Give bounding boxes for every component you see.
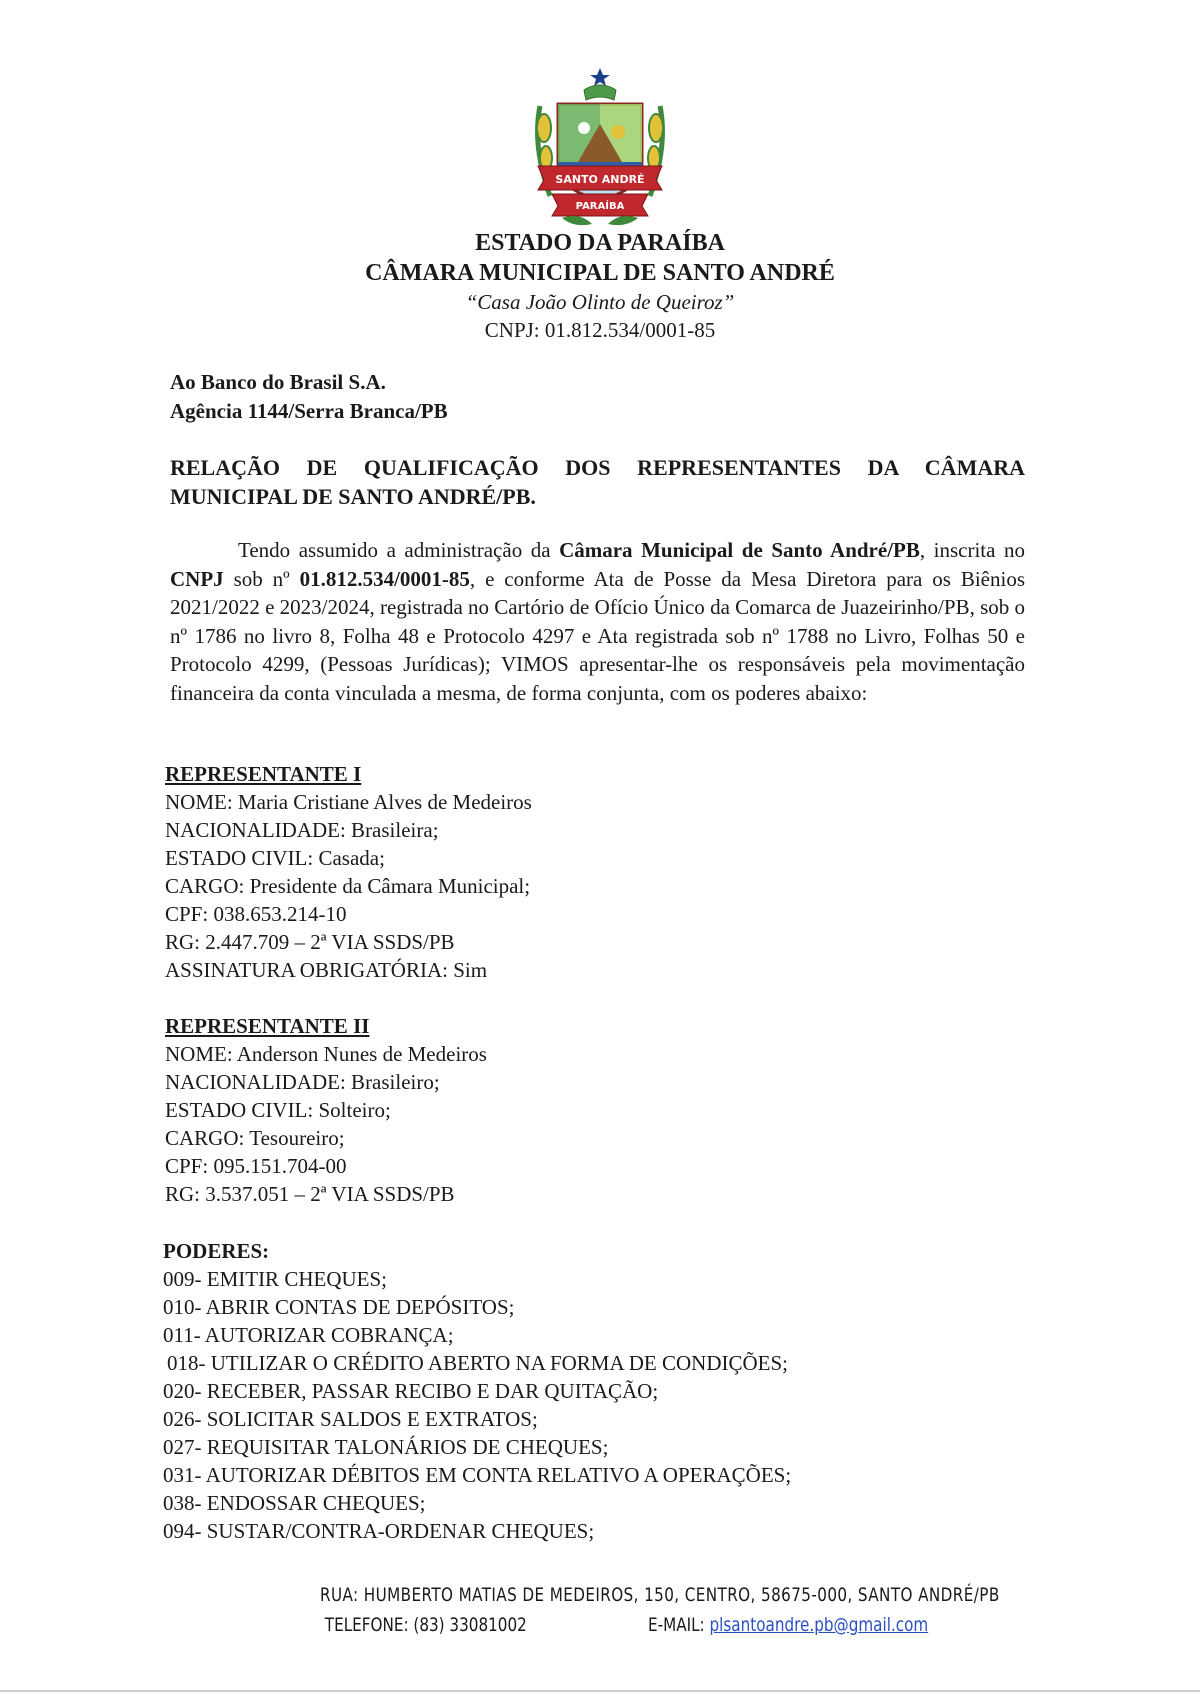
house-name: “Casa João Olinto de Queiroz” <box>465 290 735 314</box>
recipient-agency: Agência 1144/Serra Branca/PB <box>170 399 448 423</box>
powers-heading: PODERES: <box>163 1239 270 1263</box>
representative-1-heading: REPRESENTANTE I <box>165 762 362 786</box>
representative-2-heading: REPRESENTANTE II <box>165 1014 370 1038</box>
representative-2-cpf: CPF: 095.151.704-00 <box>165 1154 347 1178</box>
power-item: 026- SOLICITAR SALDOS E EXTRATOS; <box>163 1407 538 1431</box>
chamber-title: CÂMARA MUNICIPAL DE SANTO ANDRÉ <box>365 260 835 286</box>
footer-email-label: E-MAIL: <box>648 1614 710 1636</box>
power-item: 020- RECEBER, PASSAR RECIBO E DAR QUITAÇÃO; <box>163 1379 659 1403</box>
page-bottom-rule <box>0 1690 1200 1692</box>
representative-1-signature: ASSINATURA OBRIGATÓRIA: Sim <box>165 958 488 982</box>
representative-2-rg: RG: 3.537.051 – 2ª VIA SSDS/PB <box>165 1182 455 1206</box>
footer-address: RUA: HUMBERTO MATIAS DE MEDEIROS, 150, CENTRO, 58675-000, SANTO ANDRÉ/PB <box>320 1584 1000 1606</box>
representative-1-name: NOME: Maria Cristiane Alves de Medeiros <box>165 790 532 814</box>
body-text-4: , e conforme Ata de Posse da Mesa Diretora para os Biênios 2021/2022 e 2023/2024, registrada no Cartório de Ofício Único da Comarca de Juazeirinho/PB, sob o nº 1786 no livro 8, Folha 48 e Protocolo 4297 e Ata registrada sob nº 1788 no Livro, Folhas 50 e Protocolo 4299, (Pessoas Jurídicas); VIMOS apresentar-lhe os responsáveis pela movimentação financeira da conta vinculada a mesma, de forma conjunta, com os poderes abaixo: <box>170 566 1025 705</box>
municipal-crest-icon <box>522 66 678 228</box>
power-item: 038- ENDOSSAR CHEQUES; <box>163 1491 426 1515</box>
letterhead <box>330 228 870 344</box>
representative-1-nationality: NACIONALIDADE: Brasileira; <box>165 818 439 842</box>
body-text-2: , inscrita no <box>919 538 1025 562</box>
cnpj-line: CNPJ: 01.812.534/0001-85 <box>484 318 716 342</box>
crest-banner-top: SANTO ANDRÉ <box>555 173 645 186</box>
state-title: ESTADO DA PARAÍBA <box>475 230 725 256</box>
body-bold-cnpj-number: 01.812.534/0001-85 <box>299 566 470 591</box>
power-item: 010- ABRIR CONTAS DE DEPÓSITOS; <box>163 1295 515 1319</box>
power-item: 094- SUSTAR/CONTRA-ORDENAR CHEQUES; <box>163 1519 595 1543</box>
footer-email-link[interactable]: plsantoandre.pb@gmail.com <box>709 1614 929 1636</box>
footer-phone: TELEFONE: (83) 33081002 <box>324 1614 527 1636</box>
body-text-3: sob nº <box>223 566 300 591</box>
representative-2-role: CARGO: Tesoureiro; <box>165 1126 345 1150</box>
representative-2-name: NOME: Anderson Nunes de Medeiros <box>165 1042 487 1066</box>
recipient-bank: Ao Banco do Brasil S.A. <box>170 370 386 394</box>
power-item: 009- EMITIR CHEQUES; <box>163 1267 387 1291</box>
representative-2-block <box>165 1012 487 1208</box>
body-bold-chamber: Câmara Municipal de Santo André/PB <box>559 538 920 562</box>
powers-block <box>163 1237 791 1545</box>
body-paragraph <box>170 536 1025 707</box>
footer-email-line <box>648 1610 928 1640</box>
power-item: 031- AUTORIZAR DÉBITOS EM CONTA RELATIVO A OPERAÇÕES; <box>163 1463 792 1487</box>
representative-1-cpf: CPF: 038.653.214-10 <box>165 902 347 926</box>
representative-1-role: CARGO: Presidente da Câmara Municipal; <box>165 874 531 898</box>
subject-heading: RELAÇÃO DE QUALIFICAÇÃO DOS REPRESENTANTES DA CÂMARA MUNICIPAL DE SANTO ANDRÉ/PB. <box>170 455 1025 509</box>
representative-2-civil-status: ESTADO CIVIL: Solteiro; <box>165 1098 391 1122</box>
crest-banner-bottom: PARAÍBA <box>575 201 625 212</box>
representative-1-civil-status: ESTADO CIVIL: Casada; <box>165 846 385 870</box>
body-bold-cnpj-label: CNPJ <box>170 566 224 591</box>
power-item: 027- REQUISITAR TALONÁRIOS DE CHEQUES; <box>163 1435 609 1459</box>
power-item: 018- UTILIZAR O CRÉDITO ABERTO NA FORMA DE CONDIÇÕES; <box>167 1351 788 1375</box>
power-item: 011- AUTORIZAR COBRANÇA; <box>163 1323 454 1347</box>
representative-1-block <box>165 760 532 984</box>
representative-1-rg: RG: 2.447.709 – 2ª VIA SSDS/PB <box>165 930 455 954</box>
representative-2-nationality: NACIONALIDADE: Brasileiro; <box>165 1070 440 1094</box>
body-text-1: Tendo assumido a administração da <box>238 538 560 562</box>
recipient-block <box>170 368 448 426</box>
